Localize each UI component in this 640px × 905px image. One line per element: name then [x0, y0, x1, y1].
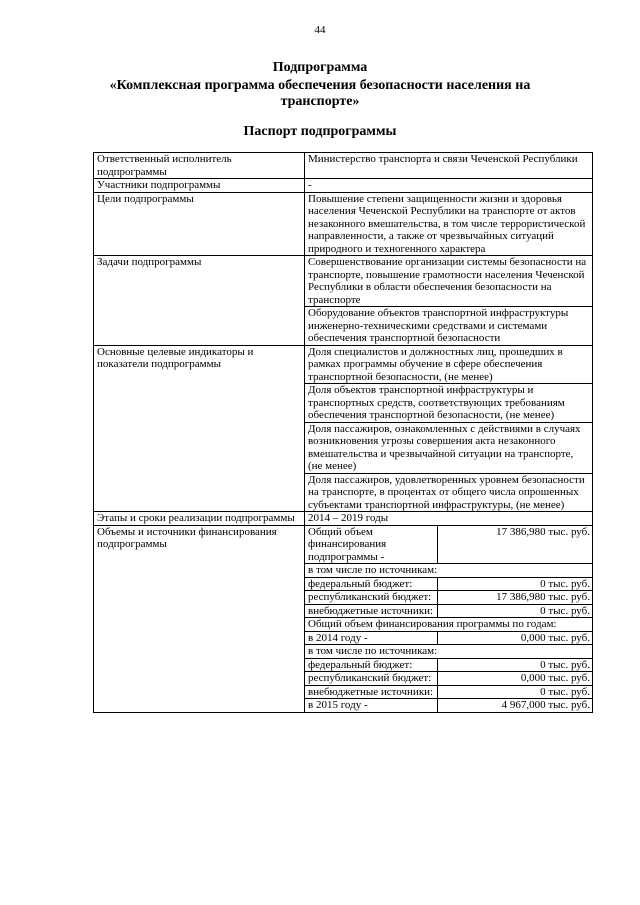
funding-table — [305, 526, 592, 712]
funding-label: Объемы и источники финансирования подпрограммы — [94, 525, 305, 712]
year-2014-label: в 2014 году - — [305, 631, 437, 645]
tasks-values — [305, 256, 593, 346]
row-executor — [94, 153, 593, 179]
participants-label: Участники подпрограммы — [94, 179, 305, 193]
funding-values — [305, 525, 593, 712]
republic-value: 0,000 тыс. руб. — [437, 672, 592, 686]
year-2015-label: в 2015 году - — [305, 699, 437, 712]
passport-title: Паспорт подпрограммы — [243, 124, 397, 139]
stages-value: 2014 – 2019 годы — [305, 512, 593, 526]
row-participants — [94, 179, 593, 193]
subprogram-name: «Комплексная программа обеспечения безопасности населения на транспорте» — [109, 78, 531, 109]
by-years-label: Общий объем финансирования программы по годам: — [305, 618, 592, 632]
executor-label: Ответственный исполнитель подпрограммы — [94, 153, 305, 179]
row-funding — [94, 525, 593, 712]
subprogram-heading: Подпрограмма — [272, 60, 368, 75]
year-2014-value: 0,000 тыс. руб. — [437, 631, 592, 645]
goals-value: Повышение степени защищенности жизни и здоровья населения Чеченской Республики на транспорте от актов незаконного вмешательства, в том числе террористической направленности, а также от чрезвычайных ситуаций природного и техногенного характера — [305, 192, 593, 256]
republic-label: республиканский бюджет: — [305, 672, 437, 686]
federal-value: 0 тыс. руб. — [437, 577, 592, 591]
row-stages — [94, 512, 593, 526]
participants-value: - — [305, 179, 593, 193]
federal-value: 0 тыс. руб. — [437, 658, 592, 672]
indicator-item: Доля специалистов и должностных лиц, прошедших в рамках программы обучение в сфере обеспечения транспортной безопасности, (не менее) — [305, 346, 592, 385]
extra-budget-label: внебюджетные источники: — [305, 604, 437, 618]
federal-label: федеральный бюджет: — [305, 577, 437, 591]
page-number: 44 — [314, 24, 326, 36]
indicator-item: Доля объектов транспортной инфраструктуры и транспортных средств, соответствующих требованиям обеспечения транспортной безопасности, (не менее) — [305, 384, 592, 423]
total-label: Общий объем финансирования подпрограммы - — [305, 526, 437, 564]
row-tasks — [94, 256, 593, 346]
by-sources-label: в том числе по источникам: — [305, 645, 592, 659]
indicator-item: Доля пассажиров, ознакомленных с действиями в случаях возникновения угрозы совершения акта незаконного вмешательства и чрезвычайной ситуации на транспорте, (не менее) — [305, 423, 592, 474]
federal-label: федеральный бюджет: — [305, 658, 437, 672]
executor-value: Министерство транспорта и связи Чеченской Республики — [305, 153, 593, 179]
by-sources-label: в том числе по источникам: — [305, 564, 592, 578]
passport-table — [93, 152, 593, 713]
republic-value: 17 386,980 тыс. руб. — [437, 591, 592, 605]
total-value: 17 386,980 тыс. руб. — [437, 526, 592, 564]
task-item: Совершенствование организации системы безопасности на транспорте, повышение грамотности населения Чеченской Республики в области обеспечения безопасности на транспорте — [305, 256, 592, 307]
row-goals — [94, 192, 593, 256]
task-item: Оборудование объектов транспортной инфраструктуры инженерно-техническими средствами и системами обеспечения транспортной безопасности — [308, 307, 569, 344]
republic-label: республиканский бюджет: — [305, 591, 437, 605]
extra-budget-value: 0 тыс. руб. — [437, 685, 592, 699]
tasks-label: Задачи подпрограммы — [94, 256, 305, 346]
indicator-item: Доля пассажиров, удовлетворенных уровнем безопасности на транспорте, в процентах от общего числа опрошенных субъектами транспортной инфраструктуры, (не менее) — [308, 473, 585, 511]
goals-label: Цели подпрограммы — [94, 192, 305, 256]
indicators-values — [305, 345, 593, 512]
year-2015-value: 4 967,000 тыс. руб. — [501, 699, 590, 711]
stages-label: Этапы и сроки реализации подпрограммы — [94, 512, 305, 526]
indicators-label: Основные целевые индикаторы и показатели подпрограммы — [94, 345, 305, 512]
extra-budget-value: 0 тыс. руб. — [437, 604, 592, 618]
extra-budget-label: внебюджетные источники: — [305, 685, 437, 699]
row-indicators — [94, 345, 593, 512]
